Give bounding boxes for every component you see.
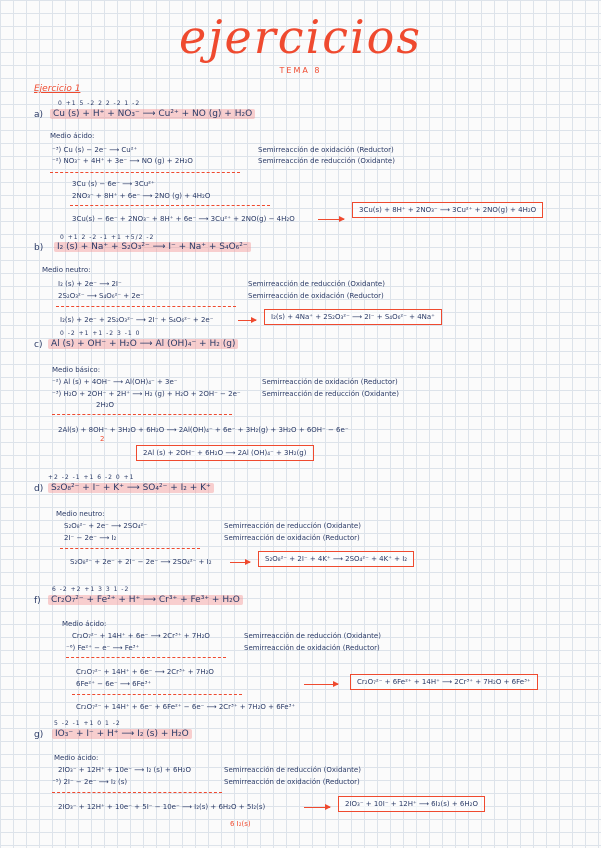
- half-description: Semirreacción de oxidación (Reductor): [258, 146, 394, 154]
- half-description: Semirreacción de reducción (Oxidante): [258, 157, 395, 165]
- equation: S₂O₈²⁻ + I⁻ + K⁺ ⟶ SO₄²⁻ + I₂ + K⁺: [48, 483, 214, 493]
- exercise-tag: b): [34, 243, 44, 253]
- exercise-tag: d): [34, 484, 44, 494]
- half-description: Semirreacción de oxidación (Reductor): [244, 644, 380, 652]
- medium-label: Medio ácido:: [54, 754, 99, 762]
- working-line: 3Cu(s) − 6e⁻ + 2NO₃⁻ + 8H⁺ + 6e⁻ ⟶ 3Cu²⁺ + 2NO(g) − 4H₂O: [72, 215, 295, 223]
- working-line: I₂(s) + 2e⁻ + 2S₂O₃²⁻ ⟶ 2I⁻ + S₄O₆²⁻ + 2e⁻: [60, 316, 214, 324]
- oxidation-numbers: 0 +1 5 -2 2 2 -2 1 -2: [58, 100, 141, 107]
- result-box: S₂O₈²⁻ + 2I⁻ + 4K⁺ ⟶ 2SO₄²⁻ + 4K⁺ + I₂: [258, 551, 414, 567]
- working-line: 2Al(s) + 8OH⁻ + 3H₂O + 6H₂O ⟶ 2Al(OH)₄⁻ + 6e⁻ + 3H₂(g) + 3H₂O + 6OH⁻ − 6e⁻: [58, 426, 349, 434]
- medium-label: Medio neutro:: [56, 510, 105, 518]
- result-arrow: [238, 320, 256, 321]
- oxidation-numbers: 5 -2 -1 +1 0 1 -2: [54, 720, 121, 727]
- result-arrow: [318, 219, 344, 220]
- divider: [66, 657, 226, 658]
- divider: [56, 306, 236, 307]
- half-description: Semirreacción de reducción (Oxidante): [244, 632, 381, 640]
- half-reaction: 2IO₃⁻ + 12H⁺ + 10e⁻ ⟶ I₂ (s) + 6H₂O: [58, 766, 191, 774]
- divider: [72, 694, 242, 695]
- medium-label: Medio ácido:: [62, 620, 107, 628]
- page-subtitle: TEMA 8: [279, 66, 322, 75]
- equation: IO₃⁻ + I⁻ + H⁺ ⟶ I₂ (s) + H₂O: [52, 729, 192, 739]
- medium-label: Medio básico:: [52, 366, 101, 374]
- divider: [52, 414, 232, 415]
- oxidation-numbers: 0 +1 2 -2 -1 +1 +5/2 -2: [60, 234, 155, 241]
- exercise-tag: c): [34, 340, 43, 350]
- exercise-tag: a): [34, 110, 44, 120]
- equation: Cr₂O₇²⁻ + Fe²⁺ + H⁺ ⟶ Cr³⁺ + Fe³⁺ + H₂O: [48, 595, 243, 605]
- half-reaction: ⁻²) Al (s) + 4OH⁻ ⟶ Al(OH)₄⁻ + 3e⁻: [52, 378, 178, 386]
- oxidation-numbers: 6 -2 +2 +1 3 3 1 -2: [52, 586, 130, 593]
- divider: [50, 172, 240, 173]
- half-description: Semirreacción de oxidación (Reductor): [262, 378, 398, 386]
- half-description: Semirreacción de reducción (Oxidante): [224, 522, 361, 530]
- oxidation-numbers: +2 -2 -1 +1 6 -2 0 +1: [48, 474, 135, 481]
- working-note: 2: [100, 435, 105, 443]
- divider: [70, 205, 270, 206]
- working-line: 6Fe²⁺ − 6e⁻ ⟶ 6Fe³⁺: [76, 680, 152, 688]
- half-reaction: 2I⁻ − 2e⁻ ⟶ I₂: [64, 534, 117, 542]
- working-line: Cr₂O₇²⁻ + 14H⁺ + 6e⁻ ⟶ 2Cr³⁺ + 7H₂O: [76, 668, 214, 676]
- result-arrow: [304, 684, 338, 685]
- result-arrow: [230, 562, 250, 563]
- half-reaction: ⁻⁶) Fe²⁺ − e⁻ ⟶ Fe³⁺: [66, 644, 140, 652]
- medium-label: Medio neutro:: [42, 266, 91, 274]
- working-line: 2IO₃⁻ + 12H⁺ + 10e⁻ + 5I⁻ − 10e⁻ ⟶ I₂(s) + 6H₂O + 5I₂(s): [58, 803, 266, 811]
- oxidation-numbers: 0 -2 +1 +1 -2 3 -1 0: [60, 330, 141, 337]
- result-arrow: [304, 807, 330, 808]
- half-description: Semirreacción de reducción (Oxidante): [248, 280, 385, 288]
- half-reaction: Cr₂O₇²⁻ + 14H⁺ + 6e⁻ ⟶ 2Cr³⁺ + 7H₂O: [72, 632, 210, 640]
- result-box: I₂(s) + 4Na⁺ + 2S₂O₃²⁻ ⟶ 2I⁻ + S₄O₆²⁻ + 4Na⁺: [264, 309, 442, 325]
- page-title: ejercicios: [179, 10, 422, 64]
- working-line: Cr₂O₇²⁻ + 14H⁺ + 6e⁻ + 6Fe²⁺ − 6e⁻ ⟶ 2Cr³⁺ + 7H₂O + 6Fe³⁺: [76, 703, 296, 711]
- half-reaction: ⁻²) NO₃⁻ + 4H⁺ + 3e⁻ ⟶ NO (g) + 2H₂O: [52, 157, 193, 165]
- half-description: Semirreacción de oxidación (Reductor): [248, 292, 384, 300]
- equation: Al (s) + OH⁻ + H₂O ⟶ Al (OH)₄⁻ + H₂ (g): [48, 339, 238, 349]
- half-reaction: ⁻³) Cu (s) − 2e⁻ ⟶ Cu²⁺: [52, 146, 138, 154]
- half-reaction: ⁻³) H₂O + 2OH⁻ + 2H⁺ ⟶ H₂ (g) + H₂O + 2OH⁻ − 2e⁻: [52, 390, 241, 398]
- divider: [60, 548, 200, 549]
- working-line: 3Cu (s) − 6e⁻ ⟶ 3Cu²⁺: [72, 180, 155, 188]
- equation: I₂ (s) + Na⁺ + S₂O₃²⁻ ⟶ I⁻ + Na⁺ + S₄O₆²⁻: [54, 242, 251, 252]
- result-box: 2IO₃⁻ + 10I⁻ + 12H⁺ ⟶ 6I₂(s) + 6H₂O: [338, 796, 485, 812]
- half-description: Semirreacción de reducción (Oxidante): [224, 766, 361, 774]
- half-reaction: ⁻⁵) 2I⁻ − 2e⁻ ⟶ I₂ (s): [52, 778, 128, 786]
- half-reaction: I₂ (s) + 2e⁻ ⟶ 2I⁻: [58, 280, 122, 288]
- half-description: Semirreacción de oxidación (Reductor): [224, 534, 360, 542]
- result-box: Cr₂O₇²⁻ + 6Fe²⁺ + 14H⁺ ⟶ 2Cr³⁺ + 7H₂O + 6Fe³⁺: [350, 674, 538, 690]
- result-box: 2Al (s) + 2OH⁻ + 6H₂O ⟶ 2Al (OH)₄⁻ + 3H₂(g): [136, 445, 314, 461]
- half-description: Semirreacción de reducción (Oxidante): [262, 390, 399, 398]
- result-box: 3Cu(s) + 8H⁺ + 2NO₃⁻ ⟶ 3Cu²⁺ + 2NO(g) + 4H₂O: [352, 202, 543, 218]
- working-note: 6 I₂(s): [230, 820, 251, 828]
- exercise-tag: g): [34, 730, 44, 740]
- half-note: 2H₂O: [96, 401, 115, 409]
- divider: [52, 792, 222, 793]
- medium-label: Medio ácido:: [50, 132, 95, 140]
- exercise-tag: f): [34, 596, 41, 606]
- half-description: Semirreacción de oxidación (Reductor): [224, 778, 360, 786]
- half-reaction: S₂O₈²⁻ + 2e⁻ ⟶ 2SO₄²⁻: [64, 522, 148, 530]
- half-reaction: 2S₂O₃²⁻ ⟶ S₄O₆²⁻ + 2e⁻: [58, 292, 144, 300]
- exercise-heading: Ejercicio 1: [34, 84, 81, 94]
- equation: Cu (s) + H⁺ + NO₃⁻ ⟶ Cu²⁺ + NO (g) + H₂O: [50, 109, 255, 119]
- working-line: S₂O₈²⁻ + 2e⁻ + 2I⁻ − 2e⁻ ⟶ 2SO₄²⁻ + I₂: [70, 558, 212, 566]
- working-line: 2NO₃⁻ + 8H⁺ + 6e⁻ ⟶ 2NO (g) + 4H₂O: [72, 192, 211, 200]
